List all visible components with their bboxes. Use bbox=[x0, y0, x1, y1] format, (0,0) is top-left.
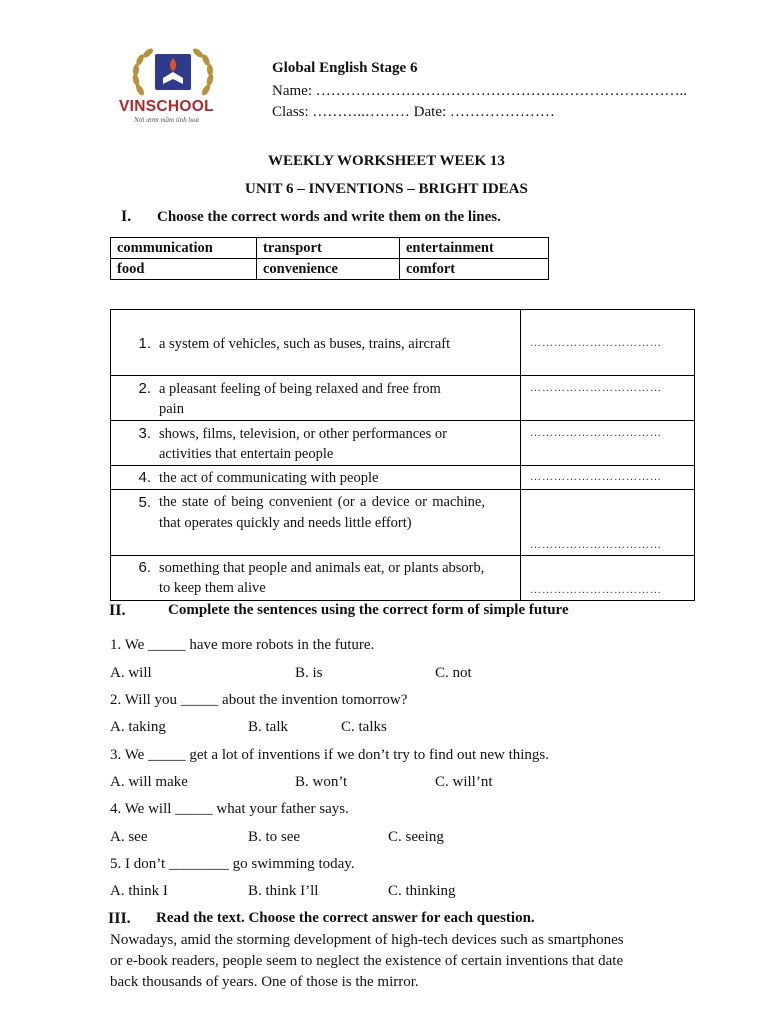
name-line: Name: ………………………………………….…………………….. bbox=[272, 83, 687, 99]
answer-cell[interactable] bbox=[521, 466, 695, 490]
answer-line[interactable]: …………………………… bbox=[530, 539, 662, 551]
answer-cell[interactable] bbox=[521, 421, 695, 466]
definition-row bbox=[111, 310, 695, 376]
section-1-instruction: Choose the correct words and write them on the lines. bbox=[157, 209, 501, 225]
question-text: 5. I don’t ________ go swimming today. bbox=[110, 856, 355, 872]
section-1-number: I. bbox=[121, 208, 132, 225]
option-a[interactable]: A. will make bbox=[110, 774, 188, 790]
word-bank-row bbox=[111, 259, 549, 280]
school-logo bbox=[118, 46, 228, 126]
option-b[interactable]: B. won’t bbox=[295, 774, 348, 790]
option-b[interactable]: B. talk bbox=[248, 719, 288, 735]
option-a[interactable]: A. will bbox=[110, 665, 152, 681]
section-3-instruction: Read the text. Choose the correct answer for each question. bbox=[156, 910, 535, 926]
question-text: 3. We _____ get a lot of inventions if we don’t try to find out new things. bbox=[110, 747, 550, 763]
option-c[interactable]: C. thinking bbox=[388, 883, 456, 899]
option-c[interactable]: C. not bbox=[435, 665, 472, 681]
answer-cell[interactable] bbox=[521, 376, 695, 421]
worksheet-title: WEEKLY WORKSHEET WEEK 13 bbox=[268, 153, 505, 169]
word-bank-row bbox=[111, 238, 549, 259]
section-2-instruction: Complete the sentences using the correct form of simple future bbox=[168, 602, 569, 618]
option-b[interactable]: B. to see bbox=[248, 829, 301, 845]
reading-text-line: back thousands of years. One of those is the mirror. bbox=[110, 974, 419, 990]
answer-line[interactable]: …………………………… bbox=[530, 471, 662, 483]
logo-tagline: Nơi ươm mầm tinh hoa bbox=[134, 116, 199, 124]
reading-text-line: Nowadays, amid the storming development of high-tech devices such as smartphones bbox=[110, 932, 624, 948]
definition-text: shows, films, television, or other performances or activities that entertain people bbox=[159, 426, 447, 462]
definition-text: a pleasant feeling of being relaxed and free from pain bbox=[159, 381, 441, 417]
definition-cell bbox=[111, 376, 521, 421]
section-2-number: II. bbox=[109, 602, 126, 619]
word-bank-cell: convenience bbox=[257, 259, 400, 280]
definition-text: the act of communicating with people bbox=[159, 470, 379, 486]
definition-text: a system of vehicles, such as buses, trains, aircraft bbox=[159, 336, 451, 352]
word-bank-cell: entertainment bbox=[400, 238, 549, 259]
item-number: 3. bbox=[138, 425, 151, 442]
item-number: 4. bbox=[138, 469, 151, 486]
definition-row bbox=[111, 376, 695, 421]
logo-brand-text: VINSCHOOL bbox=[119, 98, 214, 115]
answer-cell[interactable] bbox=[521, 556, 695, 601]
definition-text: something that people and animals eat, or plants absorb, to keep them alive bbox=[159, 560, 485, 596]
question-text: 2. Will you _____ about the invention tomorrow? bbox=[110, 692, 408, 708]
definition-row bbox=[111, 421, 695, 466]
section-3-number: III. bbox=[108, 910, 131, 927]
item-number: 5. bbox=[138, 494, 151, 511]
option-a[interactable]: A. taking bbox=[110, 719, 166, 735]
course-title: Global English Stage 6 bbox=[272, 60, 418, 76]
word-bank-table bbox=[110, 237, 549, 280]
answer-line[interactable]: …………………………… bbox=[530, 427, 662, 439]
definition-cell bbox=[111, 556, 521, 601]
question-text: 4. We will _____ what your father says. bbox=[110, 801, 349, 817]
definition-row bbox=[111, 466, 695, 490]
definition-row bbox=[111, 490, 695, 556]
option-c[interactable]: C. talks bbox=[341, 719, 387, 735]
definition-cell bbox=[111, 310, 521, 376]
option-b[interactable]: B. think I’ll bbox=[248, 883, 319, 899]
reading-text-line: or e-book readers, people seem to neglect the existence of certain inventions that date bbox=[110, 953, 624, 969]
definition-cell bbox=[111, 466, 521, 490]
definitions-table bbox=[110, 309, 695, 601]
answer-line[interactable]: …………………………… bbox=[530, 337, 662, 349]
item-number: 2. bbox=[138, 380, 151, 397]
option-b[interactable]: B. is bbox=[295, 665, 323, 681]
answer-line[interactable]: …………………………… bbox=[530, 382, 662, 394]
answer-cell[interactable] bbox=[521, 490, 695, 556]
class-date-line: Class: ………..……… Date: ………………… bbox=[272, 104, 555, 120]
word-bank-cell: transport bbox=[257, 238, 400, 259]
definition-text: the state of being convenient (or a device or machine, that operates quickly and needs little effort) bbox=[159, 494, 485, 531]
word-bank-cell: food bbox=[111, 259, 257, 280]
answer-cell[interactable] bbox=[521, 310, 695, 376]
option-a[interactable]: A. think I bbox=[110, 883, 168, 899]
option-c[interactable]: C. will’nt bbox=[435, 774, 493, 790]
definition-row bbox=[111, 556, 695, 601]
word-bank-cell: comfort bbox=[400, 259, 549, 280]
item-number: 1. bbox=[138, 335, 151, 352]
answer-line[interactable]: …………………………… bbox=[530, 584, 662, 596]
option-c[interactable]: C. seeing bbox=[388, 829, 444, 845]
option-a[interactable]: A. see bbox=[110, 829, 148, 845]
unit-title: UNIT 6 – INVENTIONS – BRIGHT IDEAS bbox=[245, 181, 528, 197]
item-number: 6. bbox=[138, 559, 151, 576]
definition-cell bbox=[111, 490, 521, 556]
question-text: 1. We _____ have more robots in the future. bbox=[110, 637, 375, 653]
definition-cell bbox=[111, 421, 521, 466]
word-bank-cell: communication bbox=[111, 238, 257, 259]
